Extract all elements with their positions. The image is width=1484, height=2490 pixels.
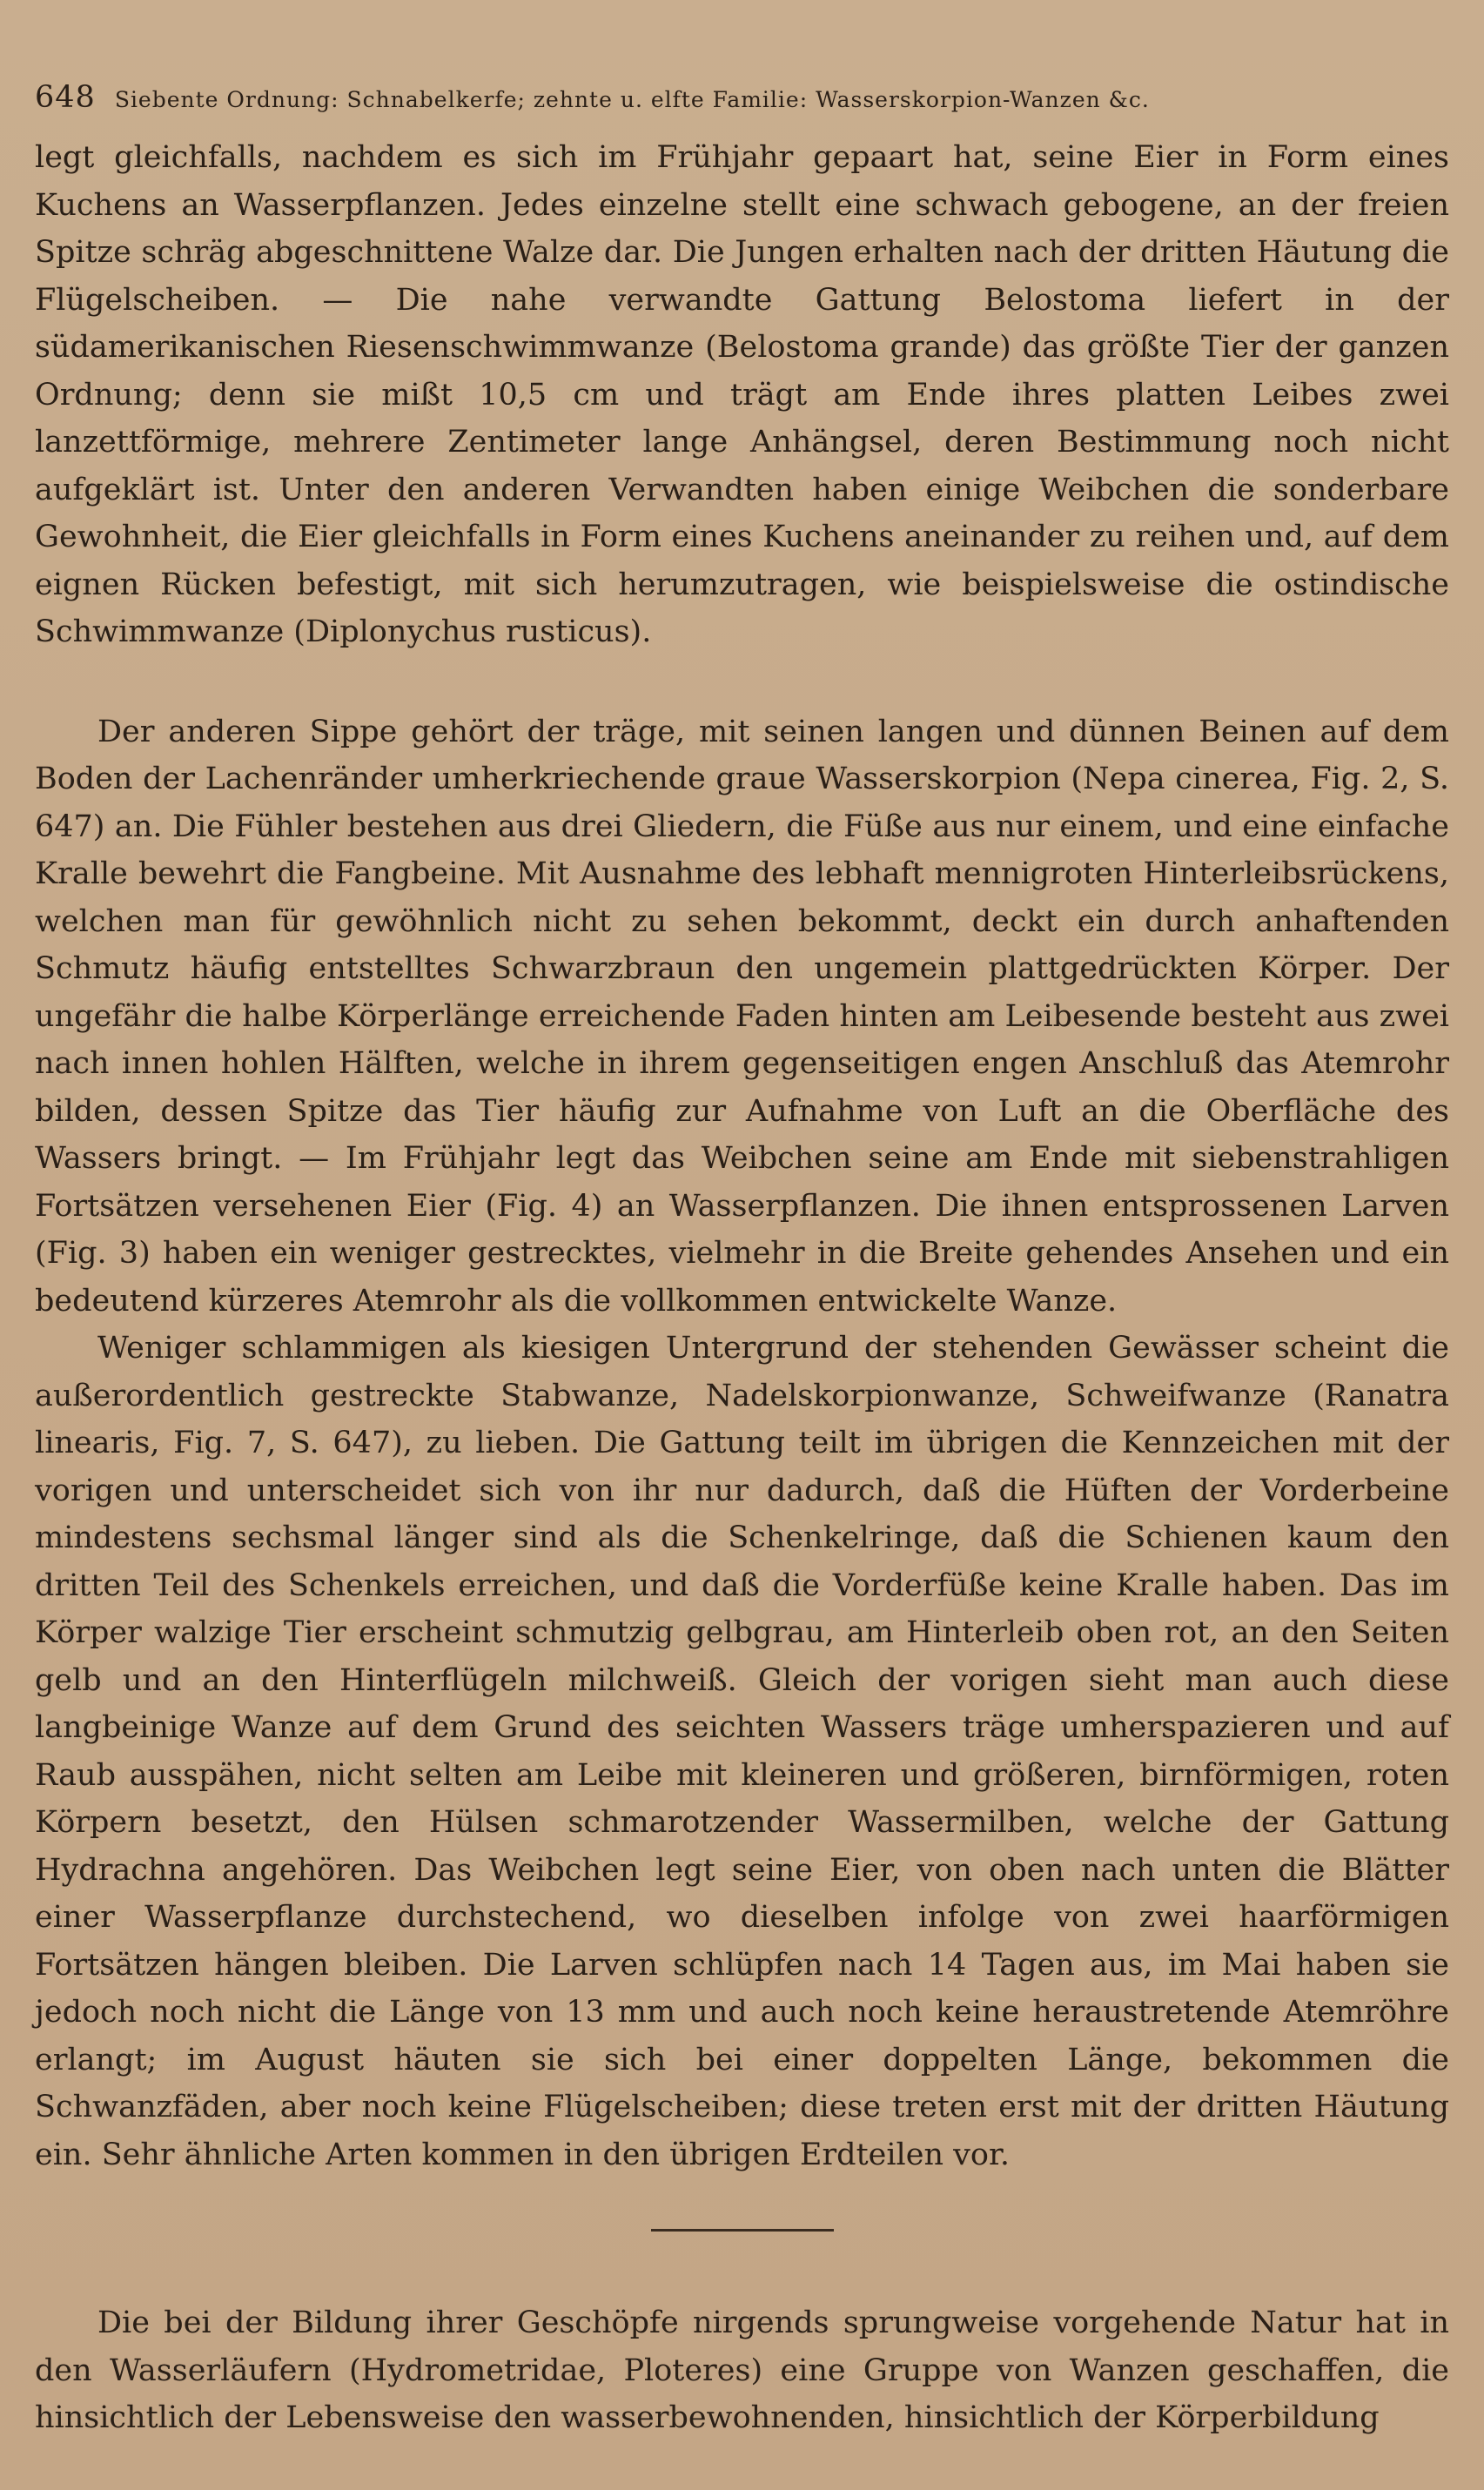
running-header [35,80,1449,115]
section-divider [651,2229,834,2232]
paragraph-hydrometridae: Die bei der Bildung ihrer Geschöpfe nirgends sprungweise vorgehende Natur hat in den Wasserläufern (Hydrometridae, Ploteres) eine Gruppe von Wanzen geschaffen, die hinsichtlich der Lebensweise den wasserbewohnenden, hinsichtlich der Körperbildung [35,2305,1449,2435]
paragraph-ranatra-linearis: Weniger schlammigen als kiesigen Untergrund der stehenden Gewässer scheint die außerordentlich gestreckte Stabwanze, Nadelskorpionwanze, Schweifwanze (Ranatra linearis, Fig. 7, S. 647), zu lieben. Die Gattung teilt im übrigen die Kennzeichen mit der vorigen und unterscheidet sich von ihr nur dadurch, daß die Hüften der Vorderbeine mindestens sechsmal länger sind als die Schenkelringe, daß die Schienen kaum den dritten Teil des Schenkels erreichen, und daß die Vorderfüße keine Kralle haben. Das im Körper walzige Tier erscheint schmutzig gelbgrau, am Hinterleib oben rot, an den Seiten gelb und an den Hinterflügeln milchweiß. Gleich der vorigen sieht man auch diese langbeinige Wanze auf dem Grund des seichten Wassers träge umherspazieren und auf Raub ausspähen, nicht selten am Leibe mit kleineren und größeren, birnförmigen, roten Körpern besetzt, den Hülsen schmarotzender Wassermilben, welche der Gattung Hydrachna angehören. Das Weibchen legt seine Eier, von oben nach unten die Blätter einer Wasserpflanze durchstechend, wo dieselben infolge von zwei haarförmigen Fortsätzen hängen bleiben. Die Larven schlüpfen nach 14 Tagen aus, im Mai haben sie jedoch noch nicht die Länge von 13 mm und auch noch keine heraustretende Atemröhre erlangt; im August häuten sie sich bei einer doppelten Länge, bekommen die Schwanzfäden, aber noch keine Flügelscheiben; diese treten erst mit der dritten Häutung ein. Sehr ähnliche Arten kommen in den übrigen Erdteilen vor. [35,1331,1449,2172]
paragraph-belostoma: legt gleichfalls, nachdem es sich im Frühjahr gepaart hat, seine Eier in Form eines Kuchens an Wasserpflanzen. Jedes einzelne stellt eine schwach gebogene, an der freien Spitze schräg abgeschnittene Walze dar. Die Jungen erhalten nach der dritten Häutung die Flügelscheiben. — Die nahe verwandte Gattung Belostoma liefert in der südamerikanischen Riesenschwimmwanze (Belostoma grande) das größte Tier der ganzen Ordnung; denn sie mißt 10,5 cm und trägt am Ende ihres platten Leibes zwei lanzettförmige, mehrere Zentimeter lange Anhängsel, deren Bestimmung noch nicht aufgeklärt ist. Unter den anderen Verwandten haben einige Weibchen die sonderbare Gewohnheit, die Eier gleichfalls in Form eines Kuchens aneinander zu reihen und, auf dem eignen Rücken befestigt, mit sich herumzutragen, wie beispielsweise die ostindische Schwimmwanze (Diplonychus rusticus). [35,140,1449,649]
page-number: 648 [35,80,96,115]
running-title: Siebente Ordnung: Schnabelkerfe; zehnte u. elfte Familie: Wasserskorpion-Wanzen &c. [114,87,1150,112]
paragraph-nepa-cinerea: Der anderen Sippe gehört der träge, mit seinen langen und dünnen Beinen auf dem Boden der Lachenränder umherkriechende graue Wasserskorpion (Nepa cinerea, Fig. 2, S. 647) an. Die Fühler bestehen aus drei Gliedern, die Füße aus nur einem, und eine einfache Kralle bewehrt die Fangbeine. Mit Ausnahme des lebhaft mennigroten Hinterleibsrückens, welchen man für gewöhnlich nicht zu sehen bekommt, deckt ein durch anhaftenden Schmutz häufig entstelltes Schwarzbraun den ungemein plattgedrückten Körper. Der ungefähr die halbe Körperlänge erreichende Faden hinten am Leibesende besteht aus zwei nach innen hohlen Hälften, welche in ihrem gegenseitigen engen Anschluß das Atemrohr bilden, dessen Spitze das Tier häufig zur Aufnahme von Luft an die Oberfläche des Wassers bringt. — Im Frühjahr legt das Weibchen seine am Ende mit siebenstrahligen Fortsätzen versehenen Eier (Fig. 4) an Wasserpflanzen. Die ihnen entsprossenen Larven (Fig. 3) haben ein weniger gestrecktes, vielmehr in die Breite gehendes Ansehen und ein bedeutend kürzeres Atemrohr als die vollkommen entwickelte Wanze. [35,714,1449,1319]
